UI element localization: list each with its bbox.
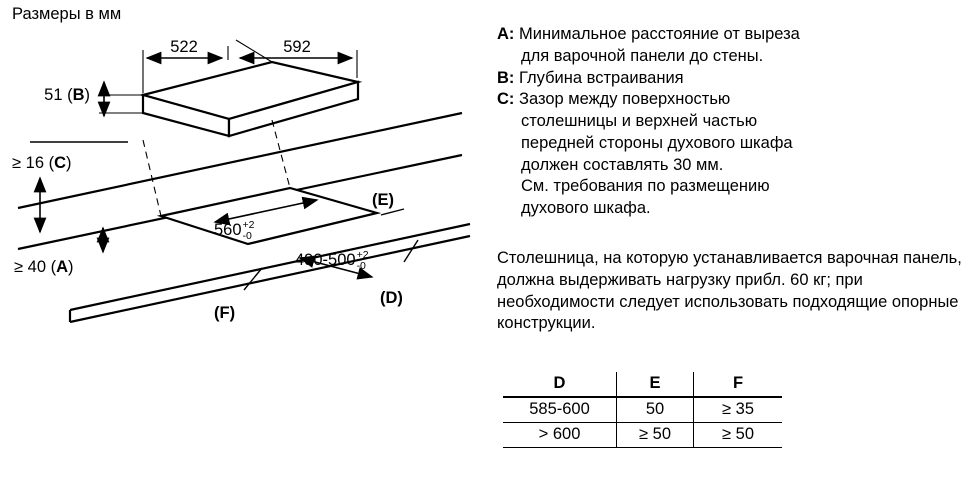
legend-sep-c: : bbox=[508, 90, 515, 109]
legend-list bbox=[497, 24, 965, 220]
svg-text:51 (B): 51 (B) bbox=[44, 86, 90, 104]
table-row bbox=[503, 423, 782, 448]
legend-item-c bbox=[497, 89, 965, 220]
legend-text-c-line4: должен составлять 30 мм. bbox=[521, 155, 724, 174]
mark-f bbox=[214, 268, 262, 322]
table-cell-d-1: 585-600 bbox=[503, 397, 617, 423]
legend-text-c-line3: передней стороны духового шкафа bbox=[521, 133, 793, 152]
dim-560-label: 560 +2 -0 bbox=[214, 219, 255, 242]
svg-text:≥ 16 (C): ≥ 16 (C) bbox=[12, 154, 72, 172]
table-header-d: D bbox=[503, 372, 617, 397]
dim-40-a bbox=[14, 228, 103, 276]
svg-text:(F): (F) bbox=[214, 304, 236, 322]
legend-text-c-line6: духового шкафа. bbox=[521, 199, 651, 218]
legend-sep-b: : bbox=[508, 68, 515, 87]
legend-text-a-line1: Минимальное расстояние от выреза bbox=[519, 25, 800, 43]
dim-16-c bbox=[12, 142, 128, 232]
cutout-opening bbox=[161, 188, 377, 244]
table-header-f: F bbox=[694, 372, 783, 397]
svg-text:(E): (E) bbox=[372, 191, 394, 209]
dimensions-table-wrap bbox=[503, 372, 756, 448]
cooktop-body bbox=[143, 62, 358, 136]
legend-key-b: B bbox=[497, 68, 509, 87]
dim-490-500-label: 490-500 +2 -0 bbox=[295, 249, 369, 272]
legend-item-b bbox=[497, 68, 965, 90]
dim-51-b bbox=[44, 82, 143, 116]
legend-text-b-line1: Глубина встраивания bbox=[519, 68, 684, 87]
svg-text:≥ 40 (A): ≥ 40 (A) bbox=[14, 258, 74, 276]
svg-text:592: 592 bbox=[283, 38, 311, 56]
legend-text-c-line2: столешницы и верхней частью bbox=[521, 112, 758, 131]
svg-text:(D): (D) bbox=[380, 289, 403, 307]
legend-key-c: C bbox=[497, 90, 509, 109]
worktop-load-note: Столешница, на которую устанавливается варочная панель, должна выдерживать нагрузку прибл. 60 кг; при необходимости следует использовать подходящие опорные конструкции. bbox=[497, 249, 962, 333]
legend-item-a bbox=[497, 24, 965, 68]
legend-key-a: A bbox=[497, 25, 509, 43]
legend-text-c-line5: См. требования по размещению bbox=[521, 177, 770, 196]
table-cell-f-2: ≥ 50 bbox=[694, 423, 783, 448]
table-cell-e-1: 50 bbox=[617, 397, 694, 423]
legend-text-c-line1: Зазор между поверхностью bbox=[519, 90, 731, 109]
mark-e bbox=[372, 191, 404, 215]
table-cell-e-2: ≥ 50 bbox=[617, 423, 694, 448]
table-header-row bbox=[503, 372, 782, 397]
legend-sep-a: : bbox=[508, 25, 515, 43]
units-title: Размеры в мм bbox=[12, 5, 122, 23]
table-header-e: E bbox=[617, 372, 694, 397]
table-cell-f-1: ≥ 35 bbox=[694, 397, 783, 423]
legend-text-a-line2: для варочной панели до стены. bbox=[521, 46, 764, 65]
svg-text:522: 522 bbox=[170, 38, 198, 56]
right-column bbox=[497, 0, 967, 485]
table-cell-d-2: > 600 bbox=[503, 423, 617, 448]
dimensions-table bbox=[503, 372, 782, 448]
mark-d bbox=[380, 240, 418, 307]
table-row bbox=[503, 397, 782, 423]
